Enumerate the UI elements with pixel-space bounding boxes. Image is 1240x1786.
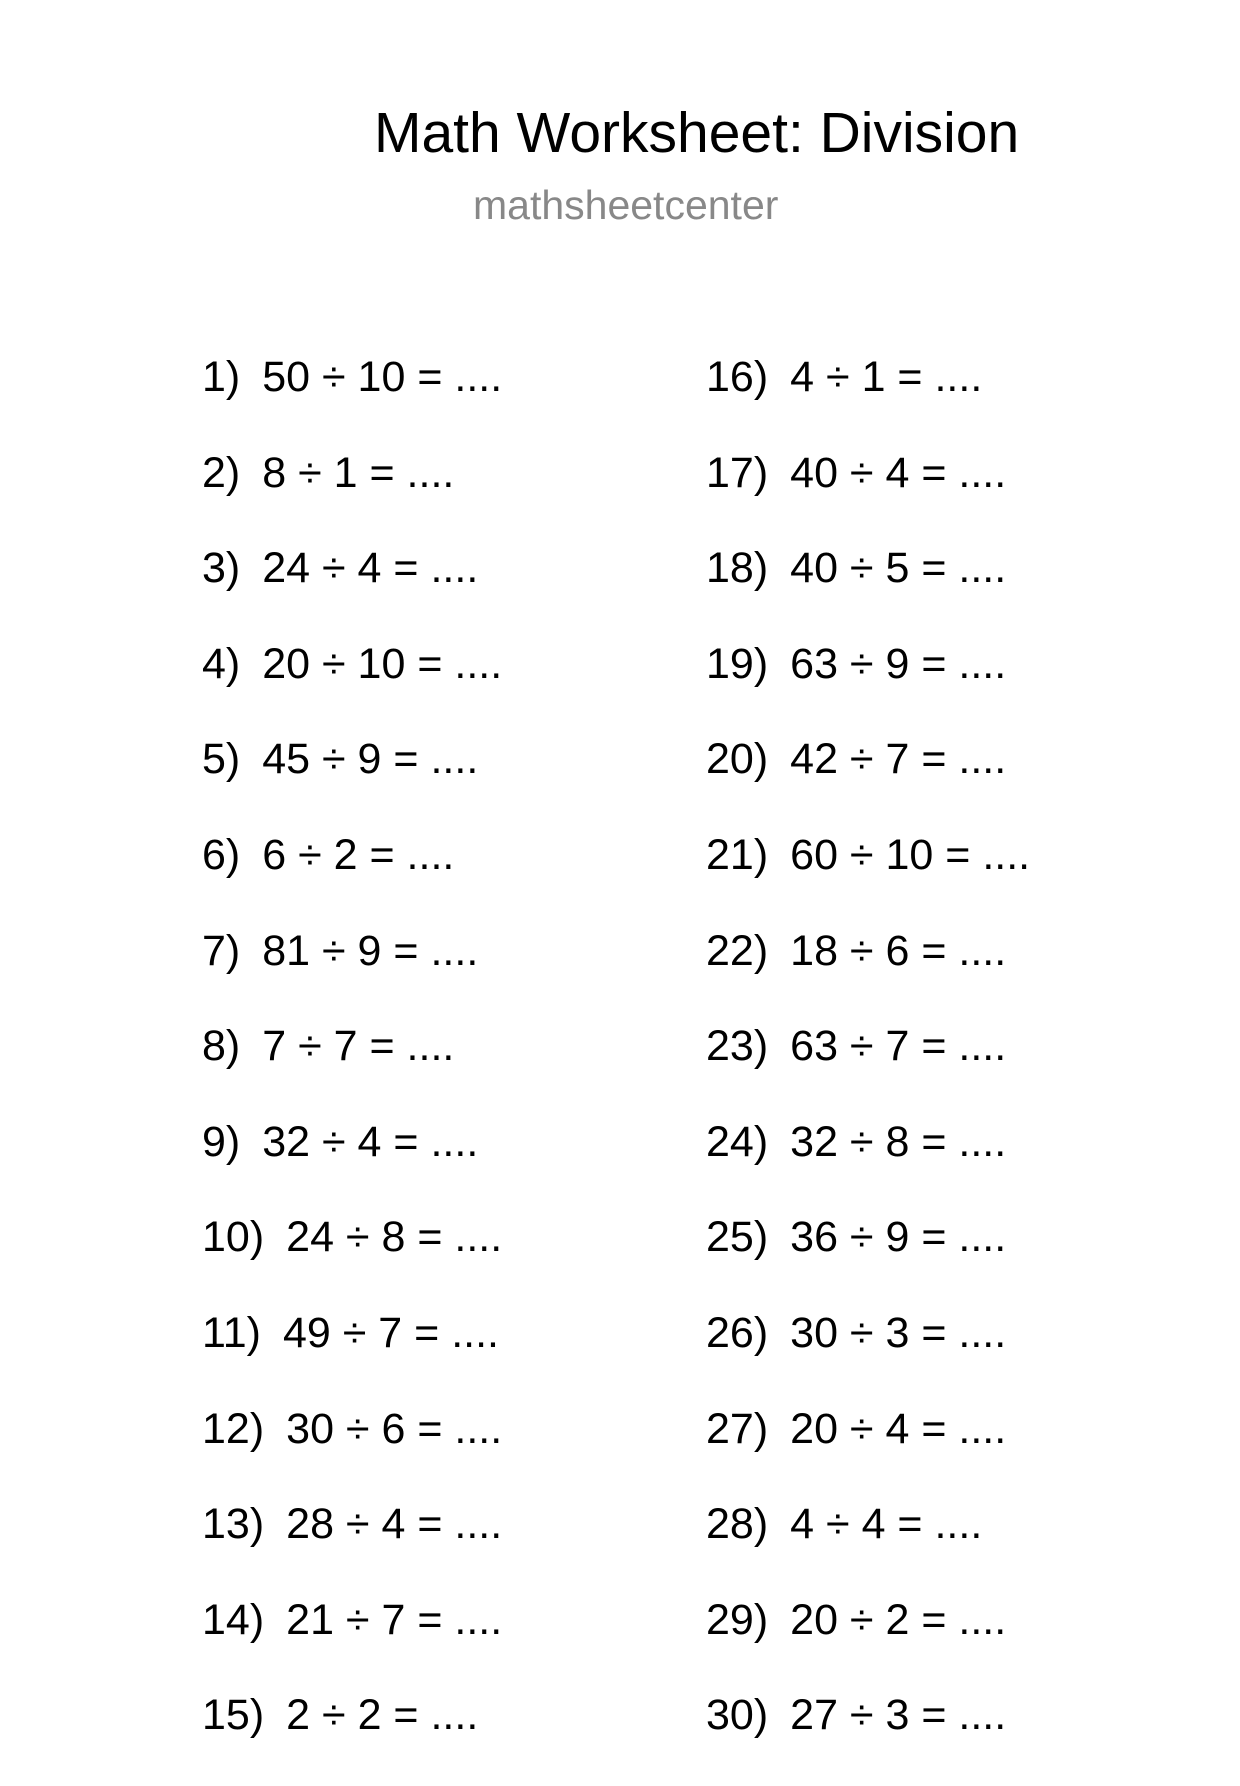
problem-item (706, 543, 1030, 639)
problem-item (202, 1404, 502, 1500)
problem-number: 29) (706, 1595, 769, 1644)
problem-number: 10) (202, 1213, 265, 1262)
problem-expression: 36 ÷ 9 = .... (790, 1213, 1007, 1262)
problem-number: 11) (202, 1308, 261, 1357)
problem-item (202, 1690, 502, 1786)
problem-expression: 2 ÷ 2 = .... (286, 1691, 479, 1740)
problem-number: 30) (706, 1691, 769, 1740)
problem-number: 27) (706, 1404, 769, 1453)
problem-column-right (706, 352, 1030, 1786)
problem-expression: 24 ÷ 8 = .... (286, 1213, 503, 1262)
problem-item (202, 1499, 502, 1595)
problem-expression: 63 ÷ 9 = .... (790, 639, 1007, 688)
problem-number: 1) (202, 353, 241, 401)
problem-number: 21) (706, 830, 769, 879)
problem-expression: 30 ÷ 6 = .... (286, 1404, 503, 1453)
problem-number: 5) (202, 735, 241, 784)
problem-item (202, 448, 502, 544)
problem-number: 4) (202, 639, 241, 688)
problem-number: 14) (202, 1595, 265, 1644)
problem-item (202, 1595, 502, 1691)
problem-item (202, 734, 502, 830)
problem-item (202, 1308, 502, 1404)
problem-expression: 21 ÷ 7 = .... (286, 1595, 503, 1644)
problem-expression: 28 ÷ 4 = .... (286, 1500, 503, 1549)
problem-item (706, 1021, 1030, 1117)
worksheet-source: mathsheetcenter (473, 182, 779, 228)
problem-item (706, 1690, 1030, 1786)
problem-item (202, 926, 502, 1022)
problem-expression: 63 ÷ 7 = .... (790, 1022, 1007, 1071)
problem-expression: 30 ÷ 3 = .... (790, 1308, 1007, 1357)
problem-number: 6) (202, 830, 241, 879)
problem-item (202, 830, 502, 926)
problem-number: 2) (202, 448, 241, 497)
problem-number: 12) (202, 1404, 265, 1453)
problem-item (202, 1117, 502, 1213)
problem-number: 9) (202, 1117, 241, 1166)
problem-expression: 42 ÷ 7 = .... (790, 735, 1007, 784)
problem-item (706, 1499, 1030, 1595)
problem-number: 7) (202, 926, 241, 975)
problem-item (202, 1021, 502, 1117)
problem-expression: 24 ÷ 4 = .... (262, 544, 479, 593)
problem-item (706, 1308, 1030, 1404)
problem-column-left (202, 352, 502, 1786)
problem-expression: 27 ÷ 3 = .... (790, 1691, 1007, 1740)
problem-number: 3) (202, 544, 241, 593)
problem-item (202, 1212, 502, 1308)
problem-item (202, 543, 502, 639)
problem-number: 18) (706, 544, 769, 593)
problem-item (706, 1212, 1030, 1308)
problem-item (706, 352, 1030, 448)
problem-number: 15) (202, 1691, 265, 1740)
problem-expression: 20 ÷ 4 = .... (790, 1404, 1007, 1453)
problem-number: 22) (706, 926, 769, 975)
problem-item (706, 448, 1030, 544)
problem-expression: 40 ÷ 5 = .... (790, 544, 1007, 593)
problem-number: 16) (706, 353, 769, 401)
problem-expression: 4 ÷ 1 = .... (790, 353, 983, 401)
problem-expression: 40 ÷ 4 = .... (790, 448, 1007, 497)
problem-item (706, 639, 1030, 735)
problem-expression: 49 ÷ 7 = .... (282, 1308, 499, 1357)
problem-item (202, 639, 502, 735)
problem-expression: 6 ÷ 2 = .... (262, 830, 455, 879)
problem-number: 8) (202, 1022, 241, 1071)
problem-expression: 20 ÷ 2 = .... (790, 1595, 1007, 1644)
problem-expression: 32 ÷ 4 = .... (262, 1117, 479, 1166)
problem-item (706, 734, 1030, 830)
problem-expression: 81 ÷ 9 = .... (262, 926, 479, 975)
problem-item (706, 1117, 1030, 1213)
problem-number: 13) (202, 1500, 265, 1549)
problem-item (202, 352, 502, 448)
problem-number: 26) (706, 1308, 769, 1357)
problem-item (706, 1595, 1030, 1691)
problem-expression: 4 ÷ 4 = .... (790, 1500, 983, 1549)
problem-number: 28) (706, 1500, 769, 1549)
problem-expression: 60 ÷ 10 = .... (790, 830, 1031, 879)
problem-expression: 18 ÷ 6 = .... (790, 926, 1007, 975)
problem-expression: 20 ÷ 10 = .... (262, 639, 503, 688)
problem-number: 17) (706, 448, 769, 497)
problem-expression: 50 ÷ 10 = .... (262, 353, 503, 401)
problem-number: 25) (706, 1213, 769, 1262)
problem-expression: 45 ÷ 9 = .... (262, 735, 479, 784)
problem-expression: 7 ÷ 7 = .... (262, 1022, 455, 1071)
problem-number: 19) (706, 639, 769, 688)
problem-item (706, 830, 1030, 926)
problem-expression: 8 ÷ 1 = .... (262, 448, 455, 497)
problem-item (706, 1404, 1030, 1500)
problem-expression: 32 ÷ 8 = .... (790, 1117, 1007, 1166)
problem-number: 23) (706, 1022, 769, 1071)
problem-number: 20) (706, 735, 769, 784)
problem-number: 24) (706, 1117, 769, 1166)
problem-item (706, 926, 1030, 1022)
worksheet-title: Math Worksheet: Division (374, 101, 1020, 165)
